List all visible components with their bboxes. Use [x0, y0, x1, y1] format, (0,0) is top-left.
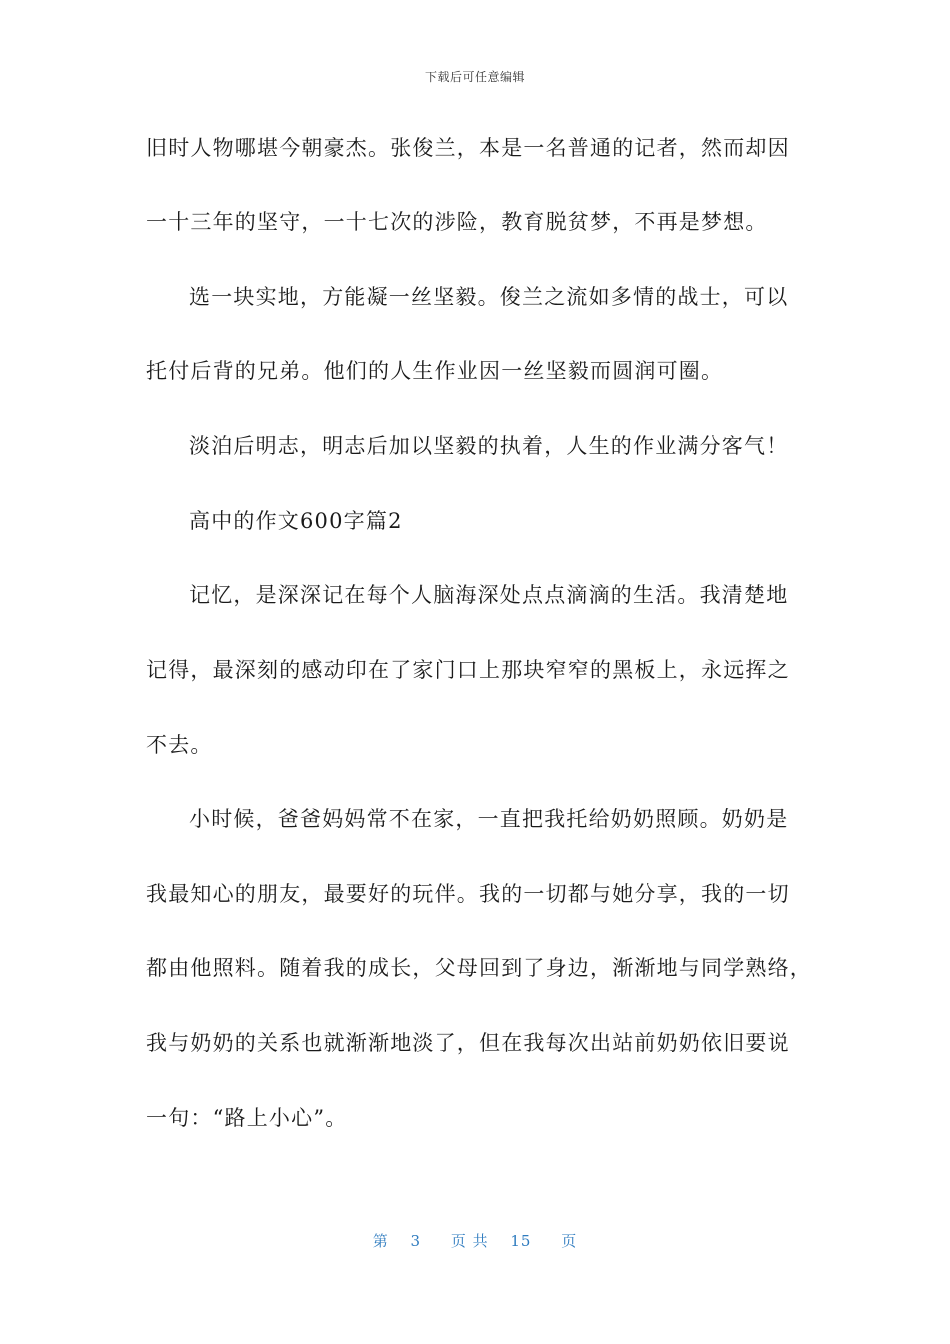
- section-heading: 高中的作文600字篇2: [189, 509, 403, 533]
- total-pages-number: 15: [510, 1232, 532, 1250]
- body-line: 选一块实地，方能凝一丝坚毅。俊兰之流如多情的战士，可以: [189, 285, 789, 309]
- body-line: 旧时人物哪堪今朝豪杰。张俊兰，本是一名普通的记者，然而却因: [146, 136, 790, 160]
- body-line: 淡泊后明志，明志后加以坚毅的执着，人生的作业满分客气！: [189, 434, 789, 458]
- body-line: 记忆，是深深记在每个人脑海深处点点滴滴的生活。我清楚地: [189, 583, 789, 607]
- body-line: 一十三年的坚守，一十七次的涉险，教育脱贫梦，不再是梦想。: [146, 210, 768, 234]
- page-footer: [0, 1230, 950, 1251]
- body-line: 一句：“路上小心”。: [146, 1106, 348, 1130]
- body-line: 托付后背的兄弟。他们的人生作业因一丝坚毅而圆润可圈。: [146, 359, 724, 383]
- body-line: 小时候，爸爸妈妈常不在家，一直把我托给奶奶照顾。奶奶是: [189, 807, 789, 831]
- body-line: 记得，最深刻的感动印在了家门口上那块窄窄的黑板上，永远挥之: [146, 658, 790, 682]
- current-page-number: 3: [410, 1232, 422, 1250]
- body-line: 我与奶奶的关系也就渐渐地淡了，但在我每次出站前奶奶依旧要说: [146, 1031, 790, 1055]
- body-line: 都由他照料。随着我的成长，父母回到了身边，渐渐地与同学熟络，: [146, 956, 812, 980]
- header-note: 下载后可任意编辑: [424, 70, 525, 84]
- footer-suffix: 页: [561, 1232, 578, 1250]
- body-line: 我最知心的朋友，最要好的玩伴。我的一切都与她分享，我的一切: [146, 882, 790, 906]
- footer-middle: 页 共: [450, 1232, 489, 1250]
- body-line: 不去。: [146, 733, 213, 757]
- footer-prefix: 第: [372, 1232, 389, 1250]
